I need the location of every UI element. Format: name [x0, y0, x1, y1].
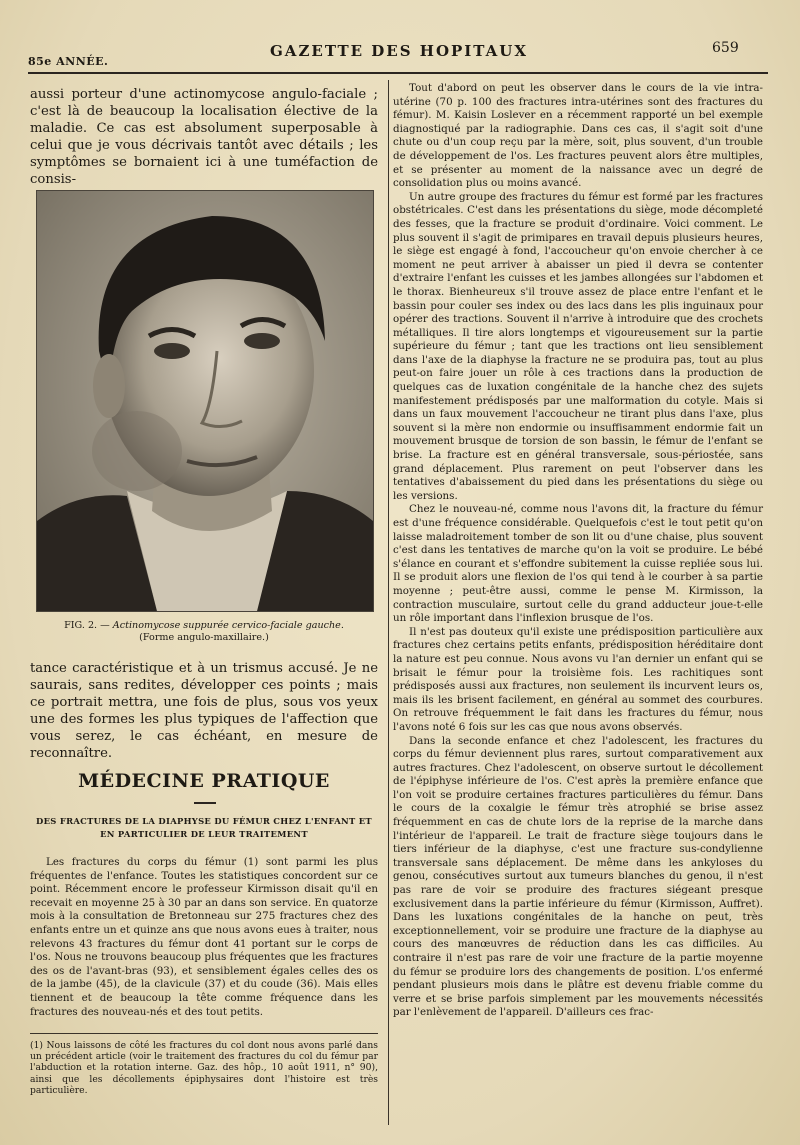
article-first-paragraph: Les fractures du corps du fémur (1) sont parmi les plus fréquentes de l'enfance. Toutes les statistiques concordent sur ce point. Récemment encore le professeur Kirmisson disait qu'il en recevait en moyenne 25 à 30 par an dans son service. En quatorze mois à la consultation de Bretonneau sur 275 fractures chez des enfants entre un et quinze ans que nous avons eues à traiter, nous relevons 43 fractures du fémur dont 41 portant sur le corps de l'os. Nous ne trouvons beaucoup plus fréquentes que les fractures des os de l'avant-bras (93), et sensiblement égales celles des os de la jambe (45), de la clavicule (37) et du coude (36). Mais elles tiennent et de beaucoup la tête comme fréquence dans les fractures des nouveau-nés et des tout petits.	[30, 856, 378, 1018]
after-figure-paragraph: tance caractéristique et à un trismus accusé. Je ne saurais, sans redites, développer ces points ; mais ce portrait mettra, une fois de plus, sous vos yeux une des formes les plus typiques de l'affection que vous serez, le cas échéant, en mesure de reconnaître.	[30, 661, 378, 761]
page-number: 659	[712, 40, 739, 56]
figure-title: Actinomycose suppurée cervico-faciale gauche.	[112, 620, 344, 631]
portrait-photograph	[36, 190, 374, 612]
article-intro	[30, 856, 378, 1019]
left-column-after-figure	[30, 660, 378, 762]
column-divider	[388, 80, 389, 1125]
footnote-block	[30, 1040, 378, 1096]
intro-paragraph: aussi porteur d'une actinomycose angulo-faciale ; c'est là de beaucoup la localisation élective de la maladie. Ce cas est absolument superposable à celui que je vous décrivais tantôt avec détails ; les symptômes se bornaient ici à une tuméfaction de consis-	[30, 87, 378, 187]
header-rule	[28, 72, 768, 74]
paragraph-intrauterine: Tout d'abord on peut les observer dans le cours de la vie intra-utérine (70 p. 100 des fractures intra-utérines sont des fractures du fémur). M. Kaisin Loslever en a récemment rapporté un bel exemple diagnostiqué par la radiographie. Dans ces cas, il s'agit soit d'une chute ou d'un coup reçu par la mère, soit, plus souvent, d'un trouble de développement de l'os. Les fractures peuvent alors être multiples, et se présenter au moment de la naissance avec un degré de consolidation plus ou moins avancé.	[393, 82, 763, 190]
footnote-rule	[30, 1033, 378, 1034]
footnote: (1) Nous laissons de côté les fractures du col dont nous avons parlé dans un précédent article (voir le traitement des fractures du col du fémur par l'abduction et la rotation interne. Gaz. des hôp., 10 août 1911, n° 90), ainsi que les décollements épiphysaires dont l'histoire est très particulière.	[30, 1040, 378, 1096]
portrait-image	[37, 191, 373, 611]
right-column	[393, 82, 763, 1020]
section-title: MÉDECINE PRATIQUE	[78, 770, 330, 792]
journal-title: GAZETTE DES HOPITAUX	[270, 42, 529, 60]
issue-year: 85e ANNÉE.	[28, 55, 109, 68]
paragraph-predisposition: Il n'est pas douteux qu'il existe une prédisposition particulière aux fractures chez certains petits enfants, prédisposition héréditaire dont la nature est peu connue. Nous avons vu l'an dernier un enfant qui se brisait le fémur pour la troisième fois. Les rachitiques sont prédisposés aussi aux fractures, non seulement ils incurvent leurs os, mais ils les brisent facilement, en général au sommet des courbures. On retrouve fréquemment le fait dans les fractures du fémur, nous l'avons noté 6 fois sur les cas que nous avons observés.	[393, 625, 763, 733]
figure-subtitle: (Forme angulo-maxillaire.)	[139, 632, 269, 643]
article-title: DES FRACTURES DE LA DIAPHYSE DU FÉMUR CHEZ L'ENFANT ET EN PARTICULIER DE LEUR TRAITEMENT	[36, 816, 372, 839]
paragraph-obstetrical: Un autre groupe des fractures du fémur est formé par les fractures obstétricales. C'est dans les présentations du siège, mode décompleté des fesses, que la fracture se produit d'ordinaire. Voici comment. Le plus souvent il s'agit de primipares en travail depuis plusieurs heures, le siège est engagé à fond, l'accoucheur qu'on envoie chercher à ce moment ne peut arriver à abaisser un pied il devra se contenter d'extraire l'enfant les cuisses et les jambes allongées sur l'abdomen et le thorax. Bienheureux s'il trouve assez de place entre l'enfant et le bassin pour couler ses index ou des lacs dans les plis inguinaux pour opérer des tractions. Souvent il n'arrive à introduire que des crochets métalliques. Il tire alors longtemps et vigoureusement sur la partie supérieure du fémur ; tant que les tractions ont lieu sensiblement dans l'axe de la diaphyse la fracture ne se produira pas, tout au plus peut-on faire jouer un rôle à ces tractions dans la production de quelques cas de luxation congénitale de la hanche chez des sujets manifestement prédisposés par une malformation du cotyle. Mais si dans un faux mouvement l'accoucheur ne tirant plus dans l'axe, plus souvent si la mère non endormie ou insuffisamment endormie fait un mouvement brusque de torsion de son bassin, le fémur de l'enfant se brise. La fracture est en général transversale, sous-périostée, sans grand déplacement. Plus rarement on peut l'observer dans les tentatives d'abaissement du pied dans les présentations du siège ou les versions.	[393, 190, 763, 502]
left-column-intro	[30, 86, 378, 188]
paragraph-adolescent: Dans la seconde enfance et chez l'adolescent, les fractures du corps du fémur deviennent plus rares, surtout comparativement aux autres fractures. Chez l'adolescent, on observe surtout le décollement de l'épiphyse inférieure de l'os. C'est après la première enfance que l'on voit se produire certaines fractures particulières du fémur. Dans le cours de la coxalgie le fémur très atrophié se brise assez fréquemment en cas de chute lors de la reprise de la marche dans l'intérieur de l'appareil. Le trait de fracture siège toujours dans le tiers inférieur de la diaphyse, c'est une fracture sus-condylienne transversale sans déplacement. De même dans les ankyloses du genou, consécutives surtout aux tumeurs blanches du genou, il n'est pas rare de voir se produire des fractures siégeant presque exclusivement dans la partie inférieure du fémur (Kirmisson, Auffret). Dans les luxations congénitales de la hanche on peut, très exceptionnellement, voir se produire une fracture de la diaphyse au cours des manœuvres de réduction dans les cas difficiles. Au contraire il n'est pas rare de voir une fracture de la partie moyenne du fémur se produire lors des changements de position. L'os enfermé pendant plusieurs mois dans le plâtre est devenu friable comme du verre et se brise parfois simplement par les mouvements nécessités par l'enlèvement de l'appareil. D'ailleurs ces frac-	[393, 734, 763, 1019]
figure-caption	[30, 620, 378, 644]
figure-label: FIG. 2. —	[64, 620, 113, 631]
paragraph-newborn: Chez le nouveau-né, comme nous l'avons dit, la fracture du fémur est d'une fréquence considérable. Quelquefois c'est le tout petit qu'on laisse maladroitement tomber de son lit ou d'une chaise, plus souvent c'est dans les tentatives de marche qu'on la voit se produire. Le bébé s'élance en courant et s'effondre subitement la cuisse repliée sous lui. Il se produit alors une flexion de l'os qui tend à le courber à sa partie moyenne ; peut-être aussi, comme le pense M. Kirmisson, la contraction musculaire, surtout celle du grand adducteur joue-t-elle un rôle important dans l'inflexion brusque de l'os.	[393, 503, 763, 625]
section-title-rule	[194, 802, 216, 804]
